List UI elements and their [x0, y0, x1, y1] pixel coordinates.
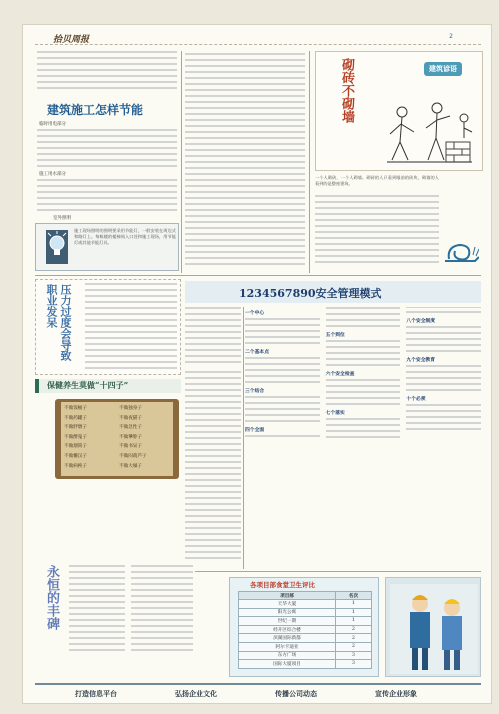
safety-text-line: [406, 377, 481, 379]
canteen-table: [238, 591, 372, 669]
safety-text-line: [406, 416, 481, 418]
safety-text-line: [406, 389, 481, 391]
safety-text-line: [406, 350, 481, 352]
safety-subsection-heading: 五个到位: [325, 332, 345, 338]
construction-tips-section-2: 施工用水部分: [39, 172, 66, 177]
canteen-table-panel: [229, 577, 379, 677]
health-scroll-line: 不做夜猫子: [119, 415, 142, 421]
safety-text-line: [326, 352, 401, 354]
health-scroll-line: 不做独身子: [119, 406, 142, 411]
table-cell-rank: 3: [336, 660, 372, 669]
energy-tip-box: [35, 223, 179, 271]
safety-text-line: [406, 428, 481, 430]
safety-subsection-heading: 八个安全制度: [406, 318, 436, 325]
workers-photo: [385, 577, 481, 677]
safety-subsection-heading: 一个中心: [245, 310, 265, 316]
page-number: 2: [449, 33, 453, 40]
health-scroll: [55, 399, 179, 479]
safety-text-line: [245, 342, 320, 344]
eternal-article-text-2: [131, 565, 193, 655]
table-row: [239, 634, 372, 643]
safety-subsection-heading: 六个安全检查: [325, 371, 355, 377]
safety-title: 1234567890安全管理模式: [239, 287, 382, 300]
table-cell-rank: 2: [336, 625, 372, 634]
paper-name: 拾贝周报: [53, 35, 90, 45]
table-cell-project: 天华大厦: [239, 600, 336, 609]
table-cell-rank: 3: [336, 651, 372, 660]
safety-text-line: [326, 418, 401, 420]
safety-left-intro: [185, 307, 241, 367]
table-cell-project: 东方广场: [239, 651, 336, 660]
safety-text-line: [245, 420, 320, 422]
table-row: [239, 617, 372, 626]
table-row: [239, 642, 372, 651]
safety-text-line: [245, 369, 320, 371]
safety-text-line: [326, 319, 401, 321]
stress-slogan: 压力过度会导致职业发呆: [45, 284, 72, 361]
health-title: 保健养生莫做“十四子”: [47, 380, 129, 390]
footer-item-news: 传播公司动态: [275, 690, 317, 698]
health-scroll-paper: [61, 402, 173, 476]
eternal-article-text-1: [69, 565, 125, 655]
safety-text-line: [245, 402, 320, 404]
safety-text-line: [406, 338, 481, 340]
table-cell-project: 阿尔卡迪亚: [239, 642, 336, 651]
table-cell-project: 国际大厦项目: [239, 660, 336, 669]
safety-text-line: [326, 424, 401, 426]
newspaper-page: [22, 24, 492, 704]
safety-text-line: [406, 311, 481, 313]
masthead-bar: [35, 31, 481, 45]
table-cell-rank: 1: [336, 608, 372, 617]
safety-text-line: [406, 371, 481, 373]
health-scroll-line: 不做醉鬼子: [64, 434, 87, 440]
health-scroll-line: 不做懒汉子: [64, 453, 87, 459]
safety-text-line: [326, 391, 401, 393]
workers-illustration: [382, 92, 478, 168]
table-row: [239, 608, 372, 617]
health-scroll-line: 不做病秧子: [64, 463, 87, 469]
safety-text-line: [245, 414, 320, 416]
workers-illustration-2: [390, 584, 478, 674]
eternal-title: 永恒的丰碑: [44, 565, 59, 630]
footer-bar: [35, 683, 481, 701]
construction-tips-body-2: [37, 179, 177, 213]
safety-text-line: [326, 325, 401, 327]
safety-text-line: [326, 379, 401, 381]
footer-item-info: 打造信息平台: [75, 690, 117, 698]
health-scroll-line: 不做书呆子: [119, 444, 142, 450]
health-scroll-line: 不做烟筒子: [64, 444, 87, 450]
safety-text-line: [326, 397, 401, 399]
table-cell-rank: 2: [336, 634, 372, 643]
safety-text-line: [245, 318, 320, 320]
safety-subsection-heading: 二个基本点: [245, 349, 269, 355]
table-row: [239, 651, 372, 660]
safety-text-line: [406, 365, 481, 367]
safety-text-line: [245, 330, 320, 332]
table-row: [239, 600, 372, 609]
health-scroll-line: 不做犟脖子: [119, 434, 142, 440]
table-cell-project: 经开区综合楼: [239, 625, 336, 634]
health-scroll-line: 不做大嗓子: [119, 463, 142, 469]
safety-text-line: [406, 404, 481, 406]
safety-subsection-heading: 四个全面: [245, 427, 265, 433]
stress-article-text: [85, 283, 177, 371]
safety-subsection-heading: 七个落实: [325, 410, 345, 416]
safety-text-line: [245, 408, 320, 410]
health-scroll-line: 不做闷葫芦子: [119, 453, 147, 459]
safety-text-line: [406, 326, 481, 328]
safety-text-line: [245, 396, 320, 398]
brick-comic-tag: 建筑谚语: [424, 62, 462, 76]
safety-text-line: [326, 340, 401, 342]
safety-text-line: [326, 385, 401, 387]
brick-comic-body-text: [315, 195, 439, 271]
safety-text-line: [406, 332, 481, 334]
snail-icon: [443, 239, 479, 265]
safety-subsection-heading: 九个安全教育: [406, 357, 436, 364]
table-cell-project: 世纪一期: [239, 617, 336, 626]
safety-subsection-heading: 十个必须: [406, 396, 426, 403]
brick-comic-caption: 一个人砌砖，一个人砌墙。砌砖的人只看到眼前的砖块，砌墙的人看到的是整座建筑。: [315, 175, 439, 186]
safety-text-line: [326, 358, 401, 360]
brick-comic-title: 砌砖不砌墙: [339, 58, 354, 123]
safety-text-line: [326, 403, 401, 405]
safety-text-line: [406, 344, 481, 346]
safety-text-line: [406, 410, 481, 412]
light-bulb-icon: [46, 230, 68, 264]
construction-tips-section-1: 临时用电部分: [39, 122, 66, 127]
safety-text-line: [406, 422, 481, 424]
health-scroll-line: 不做急性子: [119, 425, 142, 431]
safety-text-line: [326, 430, 401, 432]
safety-text-line: [326, 346, 401, 348]
safety-text-line: [245, 363, 320, 365]
health-scroll-line: 不做胖墩子: [64, 425, 87, 431]
table-row: [239, 625, 372, 634]
construction-tips-title: 建筑施工怎样节能: [47, 103, 144, 117]
safety-text-line: [245, 357, 320, 359]
safety-column-text-left: [185, 371, 241, 567]
health-scroll-line: 不做饭桶子: [64, 406, 87, 411]
table-cell-project: 滨湖国际新都: [239, 634, 336, 643]
safety-text-line: [326, 307, 401, 309]
safety-subsection-list: [245, 307, 481, 567]
table-cell-rank: 2: [336, 642, 372, 651]
health-scroll-line: 不做药罐子: [64, 415, 87, 421]
table-row: [239, 660, 372, 669]
energy-tip-text: 施工现场照明的照明要采用节能灯，一般安装在周边式和路灯上。每栋楼的楼梯间入口处和施工现场，用节能灯或其他节能灯具。: [74, 228, 176, 245]
canteen-table-title: 各项目部食堂卫生评比: [250, 581, 315, 589]
safety-text-line: [245, 324, 320, 326]
intro-text-block: [37, 51, 177, 95]
table-cell-rank: 1: [336, 600, 372, 609]
safety-subsection-heading: 三个结合: [245, 388, 265, 394]
health-title-band: [35, 379, 181, 393]
safety-text-line: [245, 435, 320, 437]
construction-tips-body-1: [37, 129, 177, 169]
middle-column-top-text: [185, 53, 305, 273]
table-cell-project: 阳光公寓: [239, 608, 336, 617]
table-cell-rank: 1: [336, 617, 372, 626]
table-header-rank: 名次: [336, 592, 372, 600]
safety-text-line: [245, 336, 320, 338]
safety-text-line: [406, 383, 481, 385]
table-header-project: 项目部: [239, 592, 336, 600]
footer-item-culture: 弘扬企业文化: [175, 690, 217, 698]
safety-text-line: [245, 381, 320, 383]
construction-tips-section-4: 室外照明: [53, 216, 71, 221]
safety-text-line: [326, 313, 401, 315]
safety-text-line: [245, 375, 320, 377]
footer-item-image: 宣传企业形象: [375, 690, 417, 698]
brick-comic-panel: [315, 51, 483, 171]
safety-text-line: [326, 364, 401, 366]
